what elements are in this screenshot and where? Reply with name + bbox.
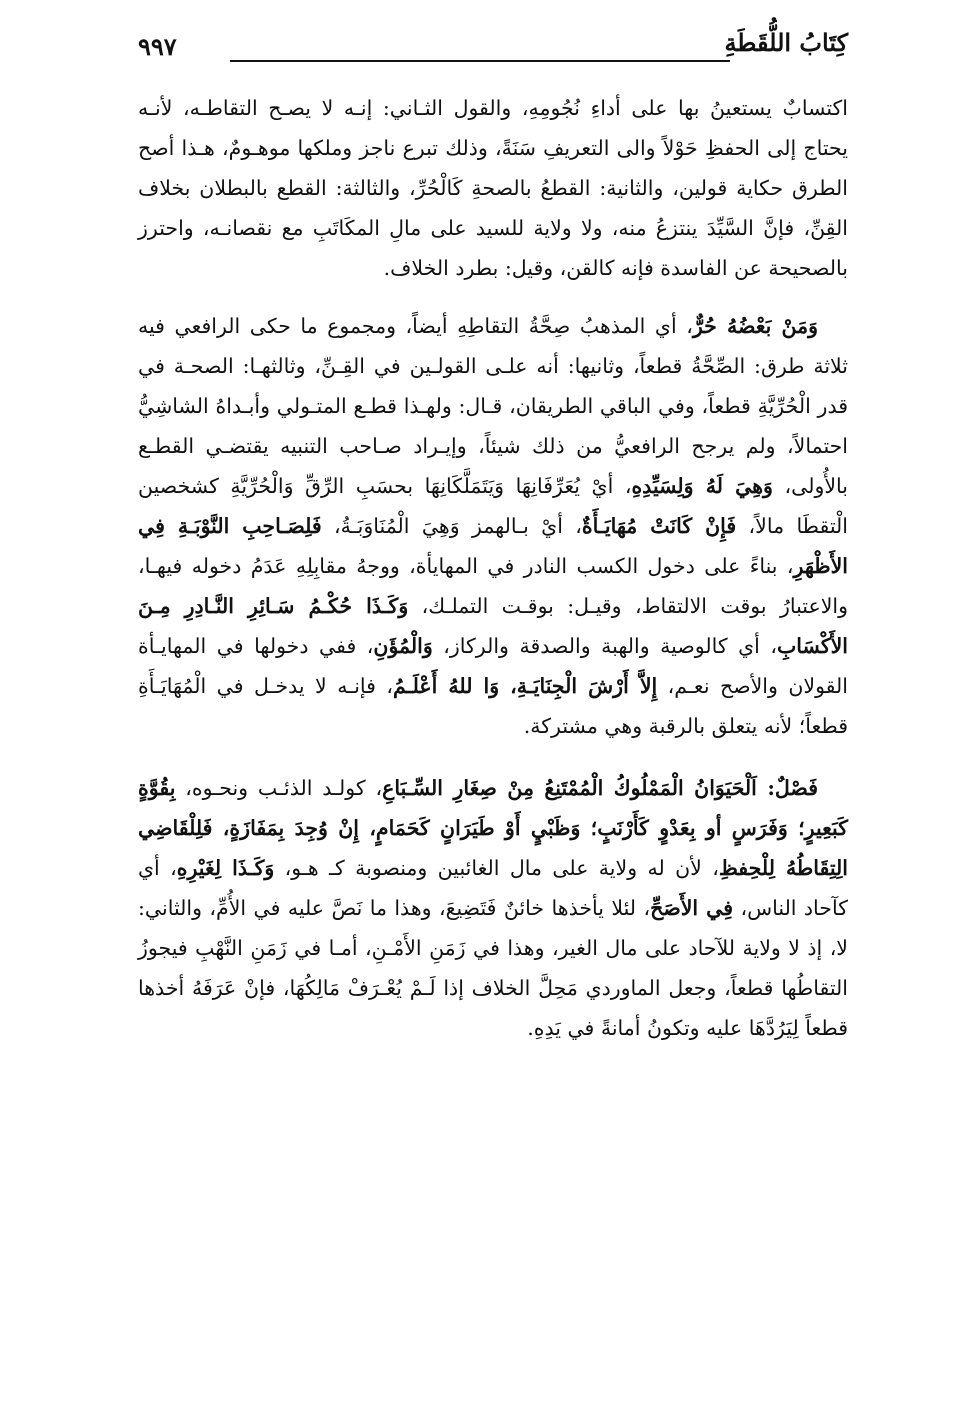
- matn-text: وَكَـذَا حُكْـمُ سَـائِرِ النَّـادِرِ مِـنَ الأَكْسَابِ: [138, 594, 848, 658]
- commentary-text: ، بناءً على دخول الكسب النادر في المهايأة، ووجهُ مقابِلِهِ عَدَمُ دخوله فيهـا، والاعتبارُ بوقت الالتقاط، وقيـل: بوقـت التملـك،: [138, 554, 848, 618]
- matn-text: بِقُوَّةٍ كَبَعِيرٍ؛ وَفَرَسٍ أو بِعَدْوٍ كَأَرْنَبٍ؛ وَظَبْيٍ أَوْ طَيَرَانٍ كَحَمَامٍ، إِنْ وُجِدَ بِمَفَازَةٍ، فَلِلْقَاضِي الِتِقَاطُهُ لِلْحِفظِ: [138, 776, 848, 880]
- commentary-text: ، أي كآحاد الناس،: [138, 856, 848, 920]
- matn-text: وَهِيَ لَهُ وَلِسَيِّدِهِ: [631, 474, 773, 498]
- commentary-text: ، لأن له ولاية على مال الغائبين ومنصوبة كـ هـو،: [274, 856, 719, 880]
- commentary-text: ، لئلا يأخذها خائنٌ فَتَضِيعَ، وهذا ما نَصَّ عليه في الأُمِّ، والثاني: لا، إذ لا ولاية للآحاد على مال الغير، وهذا في زَمَنِ الأَمْـنِ، أمـا في زَمَنِ النَّهْبِ فيجوزُ التقاطُها قطعاً، وجعل الماوردي مَحِلَّ الخلاف إذا لَـمْ يُعْـرَفْ مَالِكُهَا، فإنْ عَرَفَهُ أخذها قطعاً لِيَرُدَّهَا عليه وتكونُ أمانةً في يَدِهِ.: [138, 896, 848, 1040]
- matn-text: وَكَـذَا لِغَيْرِهِ: [176, 856, 275, 880]
- paragraph-2: [138, 306, 848, 746]
- body-text: [138, 88, 848, 1048]
- page-number: ٩٩٧: [138, 32, 177, 61]
- commentary-text: ، أيْ يُعَرِّفَانِهَا وَيَتَمَلَّكَانِهَا بحسَبِ الرِّقِّ وَالْحُرِّيَّةِ كشخصين الْتقطَا مالاً،: [138, 474, 848, 538]
- commentary-text: ، أيْ بـالهمز وَهِيَ الْمُنَاوَبَـةُ،: [321, 514, 582, 538]
- commentary-text: ، ففي دخولها في المهايـأة القولان والأصح نعـم،: [138, 634, 848, 698]
- matn-text: فَصْلٌ: اَلْحَيَوَانُ الْمَمْلُوكُ الْمُمْتَنِعُ مِنْ صِغَارِ السِّـبَاعِ: [382, 776, 818, 800]
- paragraph-1: [138, 88, 848, 288]
- matn-text: فَإِنْ كَانَتْ مُهَايَـأَةٌ: [581, 514, 737, 538]
- paragraph-3: [138, 768, 848, 1048]
- matn-text: فِي الأَصَحِّ: [650, 896, 734, 920]
- chapter-title: كِتَابُ اللُّقَطَةِ: [724, 28, 848, 57]
- commentary-text: ، أي كالوصية والهبة والصدقة والركاز،: [432, 634, 777, 658]
- commentary-text: اكتسابٌ يستعينُ بها على أداءِ نُجُومِهِ، والقول الثـاني: إنـه لا يصـح التقاطـه، لأنـه يحتاج إلى الحفظِ حَوْلاً والى التعريفِ سَنَةً، وذلك تبرع ناجز وملكها موهـومٌ، هـذا أصح الطرق حكاية قولين، والثانية: القطعُ بالصحةِ كَالْحُرِّ، والثالثة: القطع بالبطلان بخلاف القِنِّ، فإنَّ السَّيِّدَ ينتزعُ منه، ولا ولاية للسيد على مالِ المكَاتَبِ مع نقصانـه، واحترز بالصحيحة عن الفاسدة فإنه كالقن، وقيل: بطرد الخلاف.: [138, 96, 848, 280]
- matn-text: وَمَنْ بَعْضُهُ حُرٌّ: [692, 314, 818, 338]
- commentary-text: ، كولـد الذئـب ونحـوه،: [175, 776, 383, 800]
- header-rule: [230, 60, 730, 62]
- matn-text: فَلِصَـاحِبِ النَّوْبَـةِ فِي الأَظْهَرِ: [138, 514, 848, 578]
- matn-text: إِلاَّ أَرْشَ الْجِنَايَـةِ، وَا للهُ أَعْلَـمُ: [393, 674, 658, 698]
- commentary-text: ، أي المذهبُ صِحَّةُ التقاطِهِ أيضاً، ومجموع ما حكى الرافعي فيه ثلاثة طرق: الصِّحَّةُ قطعاً، وثانيها: أنه علـى القولـين في القِـنِّ، وثالثهـا: الصحـة في قدر الْحُرِّيَّةِ قطعاً، وفي الباقي الطريقان، قـال: ولهـذا قطـع المتـولي وأبـداهُ الشاشِيُّ احتمالاً، ولم يرجح الرافعيُّ من ذلك شيئاً، وإيـراد صـاحب التنبيه يقتضـي القطـع بالأُولى،: [138, 314, 848, 498]
- matn-text: وَالْمُؤَنِ: [373, 634, 433, 658]
- commentary-text: ، فإنـه لا يدخـل في الْمُهَايَـأَةِ قطعاً؛ لأنه يتعلق بالرقبة وهي مشتركة.: [138, 674, 848, 738]
- page-header: [138, 26, 848, 66]
